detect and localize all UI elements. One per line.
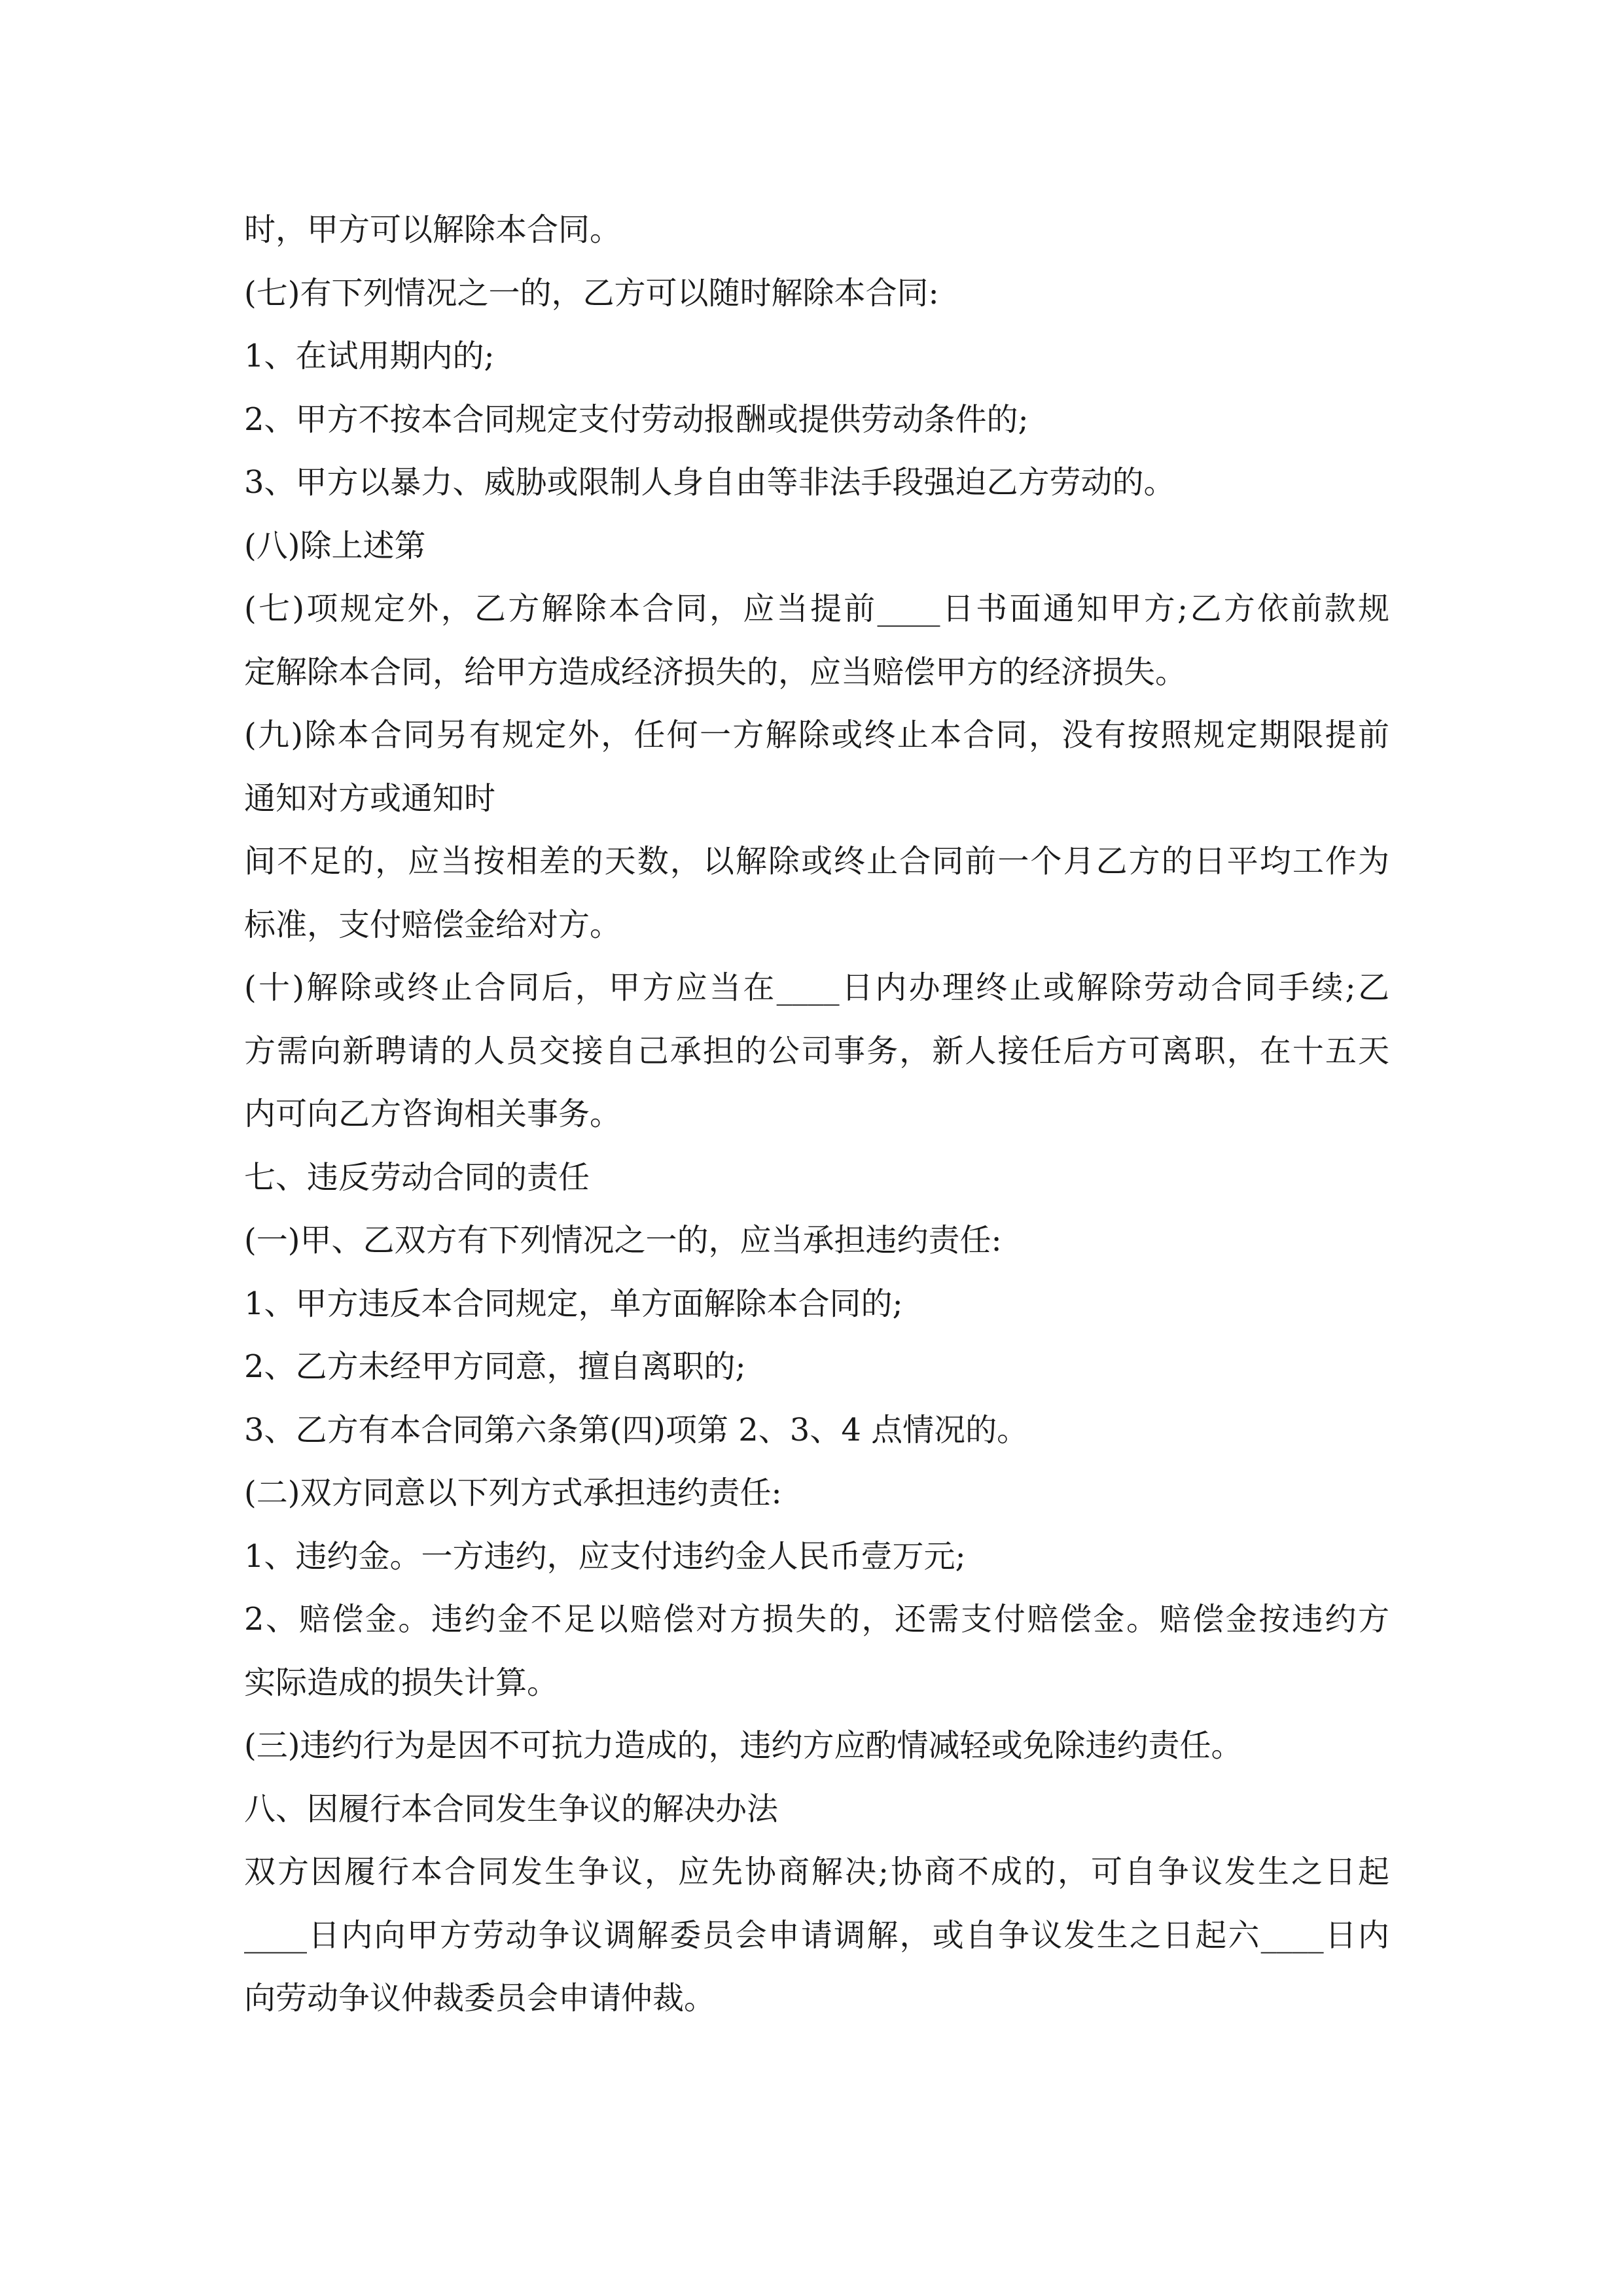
text-line: (三)违约行为是因不可抗力造成的，违约方应酌情减轻或免除违约责任。 xyxy=(244,1727,1243,1764)
contract-body xyxy=(244,198,1389,2030)
text-line: 1、在试用期内的; xyxy=(244,338,495,374)
text-line: 向劳动争议仲裁委员会申请仲裁。 xyxy=(244,1980,716,2017)
text-line: 间不足的，应当按相差的天数，以解除或终止合同前一个月乙方的日平均工作为 xyxy=(244,843,1389,880)
text-line: (七)有下列情况之一的，乙方可以随时解除本合同: xyxy=(244,274,939,312)
text-line: 2、赔偿金。违约金不足以赔偿对方损失的，还需支付赔偿金。赔偿金按违约方 xyxy=(244,1601,1389,1638)
text-line: 1、违约金。一方违约，应支付违约金人民币壹万元; xyxy=(244,1537,966,1575)
text-line: 定解除本合同，给甲方造成经济损失的，应当赔偿甲方的经济损失。 xyxy=(244,653,1187,691)
text-line: 2、甲方不按本合同规定支付劳动报酬或提供劳动条件的; xyxy=(244,401,1029,438)
text-line: 标准，支付赔偿金给对方。 xyxy=(244,906,622,943)
text-line: ____日内向甲方劳动争议调解委员会申请调解，或自争议发生之日起六____日内 xyxy=(244,1916,1389,1954)
text-line: 通知对方或通知时 xyxy=(244,780,496,817)
text-line: 时，甲方可以解除本合同。 xyxy=(244,211,622,248)
text-line: 3、甲方以暴力、威胁或限制人身自由等非法手段强迫乙方劳动的。 xyxy=(244,464,1175,501)
text-line: (八)除上述第 xyxy=(244,527,426,564)
text-line: 实际造成的损失计算。 xyxy=(244,1664,559,1701)
text-line: (七)项规定外，乙方解除本合同，应当提前____日书面通知甲方;乙方依前款规 xyxy=(244,590,1389,627)
text-line: 2、乙方未经甲方同意，擅自离职的; xyxy=(244,1348,746,1385)
text-line: (一)甲、乙双方有下列情况之一的，应当承担违约责任: xyxy=(244,1222,1002,1259)
text-line: 方需向新聘请的人员交接自己承担的公司事务，新人接任后方可离职，在十五天 xyxy=(244,1032,1389,1069)
text-line: 双方因履行本合同发生争议，应先协商解决;协商不成的，可自争议发生之日起 xyxy=(244,1854,1389,1890)
text-line: 内可向乙方咨询相关事务。 xyxy=(244,1096,622,1132)
section-heading: 七、违反劳动合同的责任 xyxy=(244,1158,590,1196)
text-line: (十)解除或终止合同后，甲方应当在____日内办理终止或解除劳动合同手续;乙 xyxy=(244,969,1389,1006)
text-line: 1、甲方违反本合同规定，单方面解除本合同的; xyxy=(244,1285,903,1322)
text-line: 3、乙方有本合同第六条第(四)项第 2、3、4 点情况的。 xyxy=(244,1411,1029,1448)
text-line: (九)除本合同另有规定外，任何一方解除或终止本合同，没有按照规定期限提前 xyxy=(244,717,1389,753)
section-heading: 八、因履行本合同发生争议的解决办法 xyxy=(244,1790,779,1827)
text-line: (二)双方同意以下列方式承担违约责任: xyxy=(244,1475,782,1511)
